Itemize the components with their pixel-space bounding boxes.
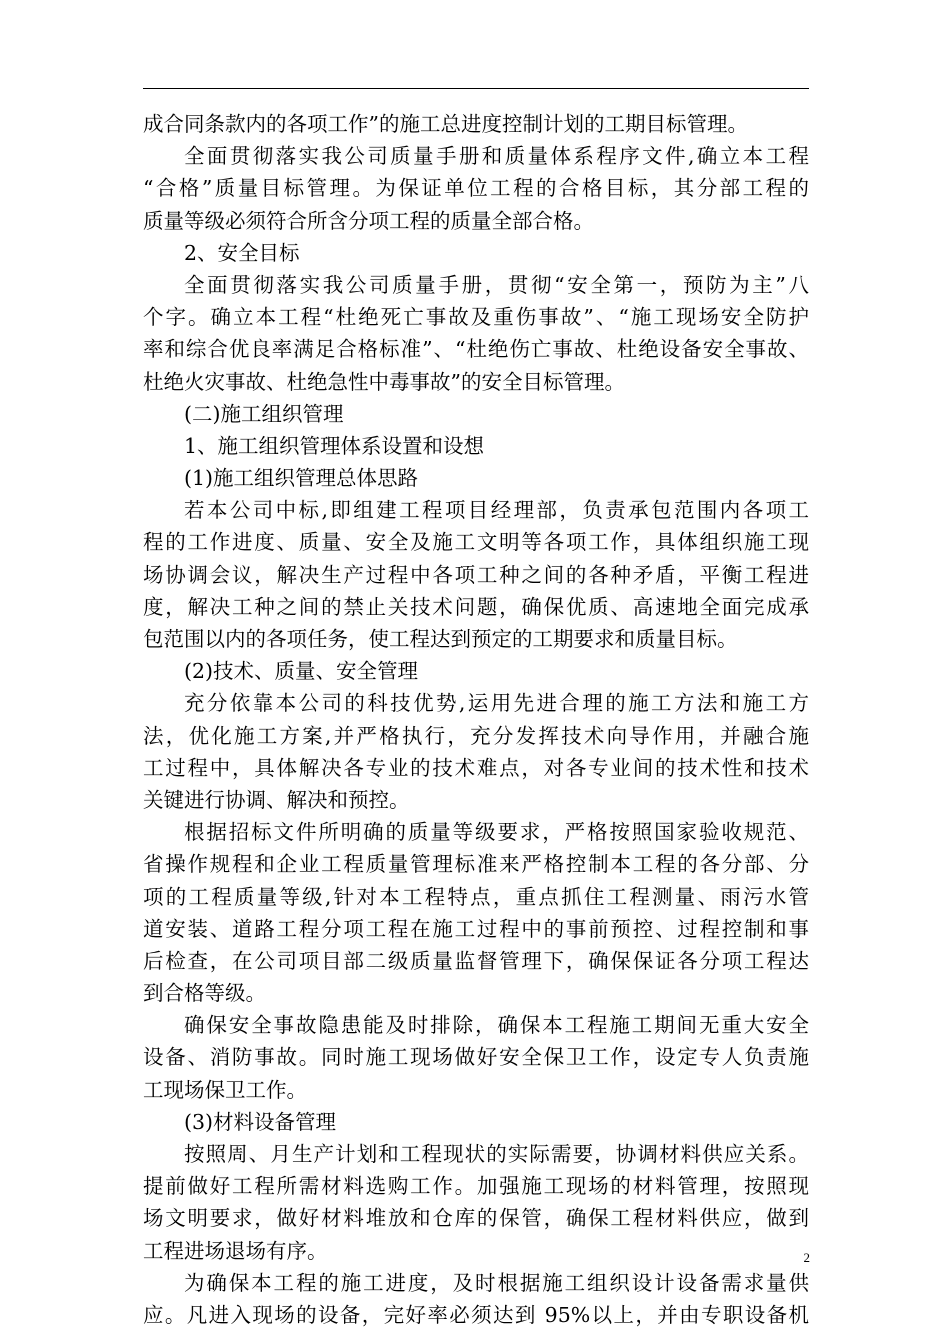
text-line: 场文明要求，做好材料堆放和仓库的保管，确保工程材料供应，做到 xyxy=(143,1206,809,1231)
text-line: 提前做好工程所需材料选购工作。加强施工现场的材料管理，按照现 xyxy=(143,1174,809,1199)
text-line: 全面贯彻落实我公司质量手册，贯彻“安全第一，预防为主”八 xyxy=(184,272,809,297)
text-line: 后检查，在公司项目部二级质量监督管理下，确保保证各分项工程达 xyxy=(143,948,809,973)
text-line: (2)技术、质量、安全管理 xyxy=(184,659,419,684)
text-line: 关键进行协调、解决和预控。 xyxy=(143,787,410,812)
text-line: 法，优化施工方案,并严格执行，充分发挥技术向导作用，并融合施 xyxy=(143,723,809,748)
text-line: 包范围以内的各项任务，使工程达到预定的工期要求和质量目标。 xyxy=(143,627,738,651)
text-line: 到合格等级。 xyxy=(143,981,266,1006)
text-line: 项的工程质量等级,针对本工程特点，重点抓住工程测量、雨污水管 xyxy=(143,884,809,909)
text-line: “合格”质量目标管理。为保证单位工程的合格目标，其分部工程的 xyxy=(143,176,809,201)
text-line: 工程进场退场有序。 xyxy=(143,1238,328,1263)
text-line: 个字。确立本工程“杜绝死亡事故及重伤事故”、“施工现场安全防护 xyxy=(143,305,809,330)
text-line: 质量等级必须符合所含分项工程的质量全部合格。 xyxy=(143,208,594,233)
text-line: 度，解决工种之间的禁止关技术问题，确保优质、高速地全面完成承 xyxy=(143,594,809,619)
text-line: 按照周、月生产计划和工程现状的实际需要，协调材料供应关系。 xyxy=(184,1142,809,1166)
text-line: 工过程中，具体解决各专业的技术难点，对各专业间的技术性和技术 xyxy=(143,755,809,780)
text-line: 确保安全事故隐患能及时排除，确保本工程施工期间无重大安全 xyxy=(184,1013,809,1038)
text-line: 杜绝火灾事故、杜绝急性中毒事故”的安全目标管理。 xyxy=(143,369,625,394)
text-line: 2、安全目标 xyxy=(184,240,300,265)
text-line: 工现场保卫工作。 xyxy=(143,1077,307,1102)
text-line: 道安装、道路工程分项工程在施工过程中的事前预控、过程控制和事 xyxy=(143,916,809,941)
text-line: 设备、消防事故。同时施工现场做好安全保卫工作，设定专人负责施 xyxy=(143,1045,809,1070)
header-rule xyxy=(143,88,809,89)
text-line: 程的工作进度、质量、安全及施工文明等各项工作，具体组织施工现 xyxy=(143,530,809,555)
text-line: 省操作规程和企业工程质量管理标准来严格控制本工程的各分部、分 xyxy=(143,852,809,877)
text-line: 若本公司中标,即组建工程项目经理部，负责承包范围内各项工 xyxy=(184,498,809,523)
text-line: 1、施工组织管理体系设置和设想 xyxy=(184,433,485,458)
text-line: (二)施工组织管理 xyxy=(184,401,344,426)
text-line: 成合同条款内的各项工作”的施工总进度控制计划的工期目标管理。 xyxy=(143,112,748,136)
text-line: 根据招标文件所明确的质量等级要求，严格按照国家验收规范、 xyxy=(184,820,809,845)
text-line: 应。凡进入现场的设备，完好率必须达到 95%以上，并由专职设备机 xyxy=(143,1302,809,1327)
text-line: (3)材料设备管理 xyxy=(184,1109,337,1134)
page-number: 2 xyxy=(803,1250,810,1265)
text-line: 为确保本工程的施工进度，及时根据施工组织设计设备需求量供 xyxy=(184,1270,809,1295)
text-line: 率和综合优良率满足合格标准”、“杜绝伤亡事故、杜绝设备安全事故、 xyxy=(143,337,809,362)
text-line: (1)施工组织管理总体思路 xyxy=(184,466,419,491)
text-line: 场协调会议，解决生产过程中各项工种之间的各种矛盾，平衡工程进 xyxy=(143,562,809,587)
text-line: 全面贯彻落实我公司质量手册和质量体系程序文件,确立本工程 xyxy=(184,144,809,169)
document-body xyxy=(143,108,809,1331)
text-line: 充分依靠本公司的科技优势,运用先进合理的施工方法和施工方 xyxy=(184,691,809,716)
